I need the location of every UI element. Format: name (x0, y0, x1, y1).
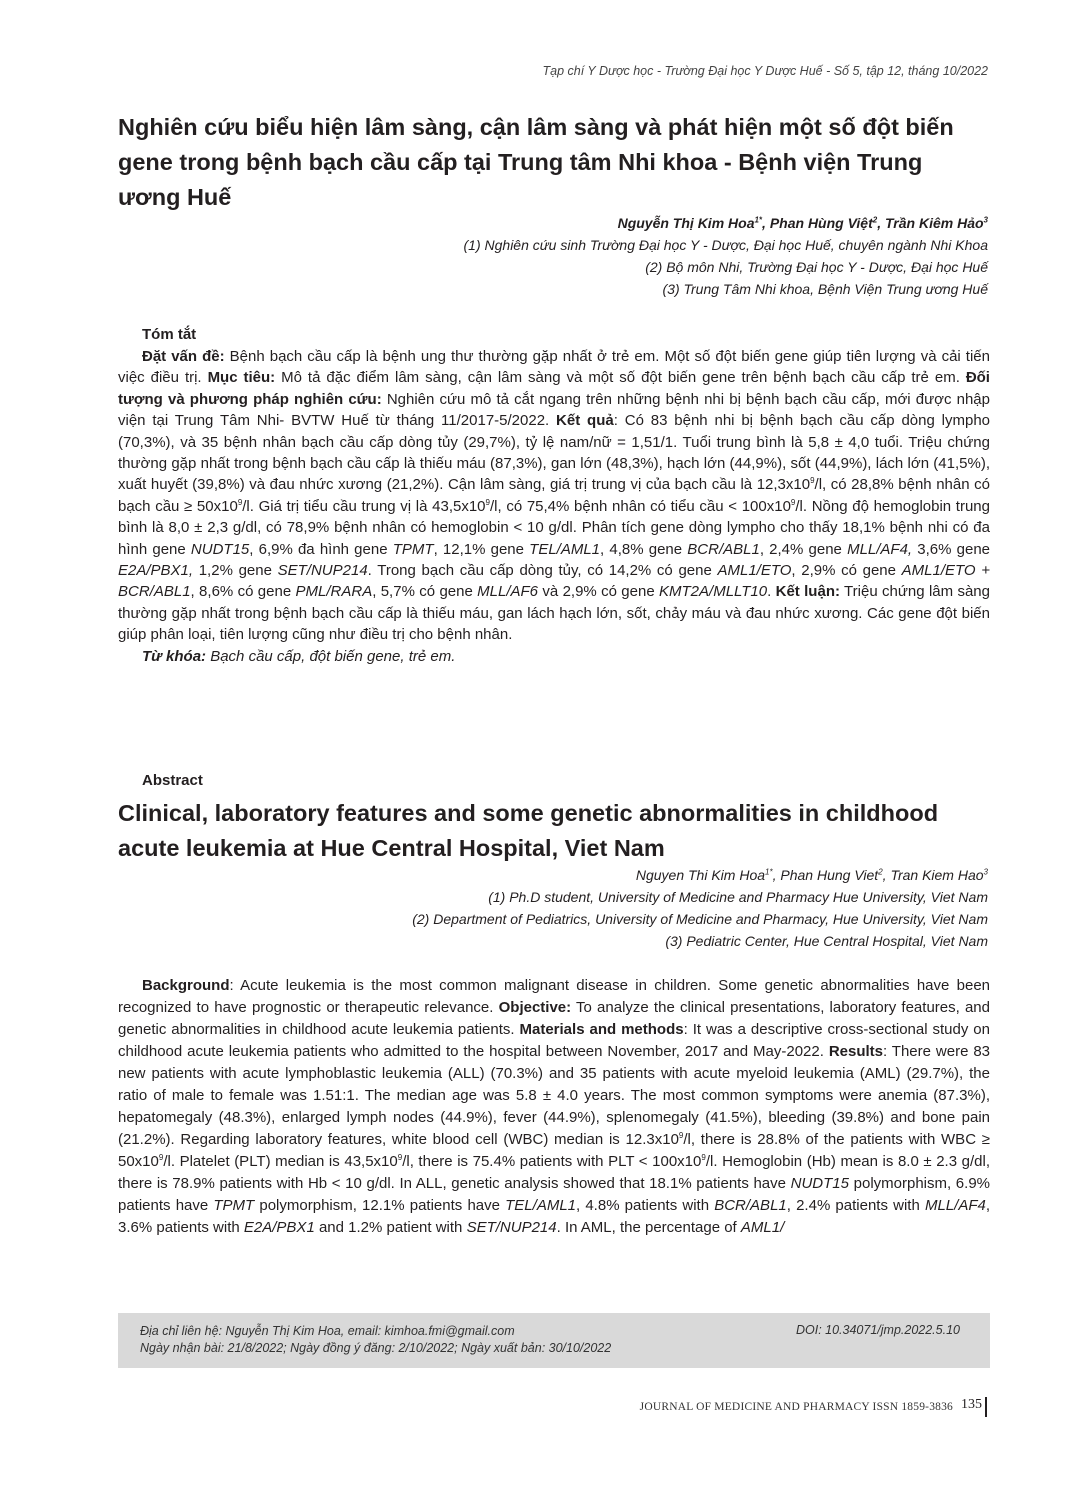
vi-run: 9 (810, 476, 815, 486)
vi-run: AML1/ETO (717, 562, 792, 580)
author-affil-mark: 3 (983, 215, 988, 225)
en-run: NUDT15 (790, 1175, 849, 1192)
keywords-label: Từ khóa: (142, 647, 207, 665)
correspondence-box (118, 1313, 990, 1368)
en-run: TEL/AML1 (505, 1197, 577, 1214)
vietnamese-abstract (118, 346, 990, 667)
vi-run: 9 (237, 497, 243, 507)
en-run: 9 (397, 1153, 403, 1162)
author-affil-mark: 1* (754, 215, 763, 225)
en-run: , 3.6% patients with (118, 1197, 990, 1236)
vi-run: , 4,8% gene (600, 540, 688, 558)
journal-name: JOURNAL OF MEDICINE AND PHARMACY ISSN 1859-3836 (639, 1401, 953, 1413)
correspondence-info (140, 1323, 611, 1357)
english-abstract-paragraph (118, 975, 990, 1239)
en-run: 9 (158, 1153, 164, 1162)
en-run: : There were 83 new patients with acute lymphoblastic leukemia (ALL) (70.3%) and 35 patients with acute myeloid leukemia (AML) (29.7%), the ratio of male to female was 1.51:1. The median age was 5.8 ± 4.0 years. The most common symptoms were anemia (87.3%), hepatomegaly (48.3%), enlarged lymph nodes (44.9%), fever (44.9%), splenomegaly (41.5%), bleeding (39.8%) and bone pain (21.2%). Regarding laboratory features, white blood cell (WBC) median is 12.3x10 (118, 1043, 991, 1148)
author-name: Trần Kiêm Hảo (885, 215, 984, 231)
vi-run: và 2,9% có gene (538, 583, 660, 601)
author-affil-mark: 3 (983, 867, 988, 877)
vi-run: , 6,9% đa hình gene (249, 540, 393, 558)
contact-line: Địa chỉ liên hệ: Nguyễn Thị Kim Hoa, email: kimhoa.fmi@gmail.com (140, 1324, 515, 1338)
running-header: Tạp chí Y Dược học - Trường Đại học Y Dược Huế - Số 5, tập 12, tháng 10/2022 (542, 64, 988, 78)
vi-run: . (767, 583, 776, 601)
vi-run: /l. Giá trị tiểu cầu trung vị là 43,5x10 (242, 497, 486, 515)
vi-run: Mục tiêu: (207, 369, 276, 387)
vi-run: 9 (485, 497, 490, 507)
en-run: polymorphism, 6.9% patients have (118, 1175, 990, 1214)
vi-run: TEL/AML1 (529, 540, 601, 558)
summary-heading: Tóm tắt (142, 326, 197, 343)
vi-run: Kết quả (556, 412, 614, 430)
vi-run: Mô tả đặc điểm lâm sàng, cận lâm sàng và một số đột biến gene trên bệnh bạch cầu cấp trẻ em. (275, 369, 966, 387)
en-run: /l. Platelet (PLT) median is 43,5x10 (163, 1153, 398, 1170)
en-run: Objective: (498, 999, 572, 1016)
en-run: and 1.2% patient with (314, 1219, 467, 1236)
en-run: 9 (701, 1153, 706, 1162)
vi-run: , 5,7% có gene (372, 583, 478, 601)
vi-run: Đối tượng và phương pháp nghiên cứu: (118, 369, 990, 408)
en-run: AML1/ (740, 1219, 785, 1236)
journal-footer (640, 1401, 953, 1413)
vi-run: NUDT15 (190, 540, 250, 558)
abstract-heading: Abstract (142, 772, 203, 789)
author-name: Nguyễn Thị Kim Hoa (617, 215, 755, 231)
en-run: : Acute leukemia is the most common malignant disease in children. Some genetic abnormalities have been recognized to have prognostic or therapeutic relevance. (118, 977, 990, 1016)
keywords-text: Bạch cầu cấp, đột biến gene, trẻ em. (206, 647, 456, 665)
doi: DOI: 10.34071/jmp.2022.5.10 (795, 1323, 960, 1337)
en-run: Background (142, 977, 230, 994)
vi-run: BCR/ABL1 (687, 540, 760, 558)
author-name: Tran Kiem Hao (890, 867, 984, 883)
vi-run: SET/NUP214 (277, 562, 368, 580)
author-name: Phan Hung Viet (780, 867, 879, 883)
vi-run: , 8,6% có gene (190, 583, 296, 601)
en-run: MLL/AF4 (924, 1197, 986, 1214)
vi-run: KMT2A/MLLT10 (659, 583, 768, 601)
vi-run: 1,2% gene (193, 562, 278, 580)
vi-run: MLL/AF6 (477, 583, 539, 601)
affiliation: (2) Department of Pediatrics, University of Medicine and Pharmacy, Hue University, Viet Nam (412, 911, 988, 927)
en-run: polymorphism, 12.1% patients have (254, 1197, 506, 1214)
author-affil-mark: 2 (872, 215, 878, 225)
vietnamese-abstract-paragraph (118, 346, 990, 646)
en-run: Materials and methods (519, 1021, 684, 1038)
en-run: E2A/PBX1 (243, 1219, 315, 1236)
vi-run: /l, có 28,8% bệnh nhân có bạch cầu ≥ 50x10 (118, 476, 990, 515)
english-authors (412, 864, 988, 952)
affiliation: (1) Ph.D student, University of Medicine and Pharmacy Hue University, Viet Nam (488, 889, 988, 905)
en-run: /l. Hemoglobin (Hb) mean is 8.0 ± 2.3 g/dl, there is 78.9% patients with Hb < 10 g/dl. In ALL, genetic analysis showed that 18.1% patients have (118, 1153, 990, 1192)
page-number: 135 (961, 1397, 982, 1412)
vi-run: : Có 83 bệnh nhi bị bệnh bạch cầu cấp dòng lympho (70,3%), và 35 bệnh nhân bạch cầu cấp dòng tủy (29,7%), tỷ lệ nam/nữ = 1,51/1. Tuổi trung bình là 5,8 ± 4,0 tuổi. Triệu chứng thường gặp nhất trong bệnh bạch cầu cấp là thiếu máu (87,3%), gan lớn (48,3%), hạch lớn (44,9%), sốt (44,9%), lách lớn (41,5%), xuất huyết (39,8%) và đau nhức xương (21,2%). Cận lâm sàng, giá trị trung vị của bạch cầu là 12,3x10 (118, 412, 990, 494)
author-list: Nguyen Thi Kim Hoa$^{1*}$, Phan Hung Viet$^2$, Tran Kiem Hao$^3$ (635, 867, 988, 883)
affiliation: (1) Nghiên cứu sinh Trường Đại học Y - Dược, Đại học Huế, chuyên ngành Nhi Khoa (463, 237, 988, 253)
vietnamese-authors (464, 212, 988, 300)
vi-run: Đặt vấn đề: (142, 348, 225, 365)
en-run: . In AML, the percentage of (556, 1219, 741, 1236)
vi-run: 9 (790, 497, 796, 507)
vi-run: /l. Nồng độ hemoglobin trung bình là 8,0 ± 2,3 g/dl, có 78,9% bệnh nhân có hemoglobin < 10 g/dl. Phân tích gene dòng lympho cho thấy 18,1% bệnh nhi có đa hình gene (118, 497, 990, 558)
vi-run: E2A/PBX1, (118, 562, 194, 580)
affiliation: (3) Pediatric Center, Hue Central Hospital, Viet Nam (665, 933, 988, 949)
vi-run: Kết luận: (775, 583, 840, 601)
keywords-line (118, 646, 990, 667)
en-run: 9 (678, 1131, 684, 1140)
vi-run: /l, có 75,4% bệnh nhân có tiểu cầu < 100x10 (489, 497, 791, 515)
vi-run: Nghiên cứu mô tả cắt ngang trên những bệnh nhi bị bệnh bạch cầu cấp, mới được nhập viện tại Trung Tâm Nhi- BVTW Huế từ tháng 11/2017-5/2022. (118, 390, 990, 430)
en-run: : It was a descriptive cross-sectional study on childhood acute leukemia patients who admitted to the hospital between November, 2017 and May-2022. (118, 1021, 990, 1060)
author-name: Nguyen Thi Kim Hoa (635, 867, 766, 883)
author-affil-mark: 2 (878, 867, 883, 877)
en-run: Results (828, 1043, 883, 1060)
en-run: TPMT (213, 1197, 255, 1214)
en-run: /l, there is 28.8% of the patients with WBC ≥ 50x10 (118, 1131, 990, 1170)
en-run: /l, there is 75.4% patients with PLT < 100x10 (402, 1153, 702, 1170)
vi-run: AML1/ETO + BCR/ABL1 (118, 562, 991, 601)
vietnamese-title: Nghiên cứu biểu hiện lâm sàng, cận lâm sàng và phát hiện một số đột biến gene trong bệnh bạch cầu cấp tại Trung tâm Nhi khoa - Bệnh viện Trung ương Huế (118, 114, 954, 210)
affiliation: (2) Bộ môn Nhi, Trường Đại học Y - Dược, Đại học Huế (645, 259, 988, 275)
vi-run: PML/RARA (295, 583, 373, 601)
vi-run: MLL/AF4, (847, 540, 913, 558)
vi-run: , 2,4% gene (759, 540, 848, 558)
author-affil-mark: 1* (765, 867, 773, 877)
author-name: Phan Hùng Việt (769, 215, 873, 231)
en-run: To analyze the clinical presentations, laboratory features, and genetic abnormalities in childhood acute leukemia patients. (118, 999, 990, 1038)
en-run: SET/NUP214 (466, 1219, 557, 1236)
vi-run: , 12,1% gene (433, 540, 530, 558)
vi-run: Bệnh bạch cầu cấp là bệnh ung thư thường gặp nhất ở trẻ em. Một số đột biến gene giúp tiên lượng và cải tiến việc điều trị. (118, 348, 990, 387)
page-number-rule (985, 1397, 987, 1417)
dates-line: Ngày nhận bài: 21/8/2022; Ngày đồng ý đăng: 2/10/2022; Ngày xuất bản: 30/10/2022 (140, 1341, 612, 1355)
vi-run: Triệu chứng lâm sàng thường gặp nhất trong bệnh bạch cầu cấp là thiếu máu, gan lách hạch lớn, sốt, chảy máu và đau nhức xương. Các gene đột biến giúp phân loại, tiên lượng cũng như điều trị cho bệnh nhân. (118, 583, 990, 644)
en-run: BCR/ABL1 (714, 1197, 787, 1214)
en-run: , 2.4% patients with (786, 1197, 925, 1214)
vi-run: TPMT (392, 540, 434, 558)
english-title: Clinical, laboratory features and some genetic abnormalities in childhood acute leukemia at Hue Central Hospital, Viet Nam (118, 800, 939, 861)
vi-run: . Trong bạch cầu cấp dòng tủy, có 14,2% có gene (367, 562, 718, 580)
en-run: , 4.8% patients with (576, 1197, 715, 1214)
english-abstract (118, 975, 990, 1239)
author-list: Nguyễn Thị Kim Hoa$^{1*}$, Phan Hùng Việt$^2$, Trần Kiêm Hảo$^3$ (617, 215, 988, 231)
vi-run: 3,6% gene (912, 540, 991, 558)
affiliation: (3) Trung Tâm Nhi khoa, Bệnh Viện Trung ương Huế (662, 281, 988, 297)
vi-run: , 2,9% có gene (791, 562, 902, 580)
